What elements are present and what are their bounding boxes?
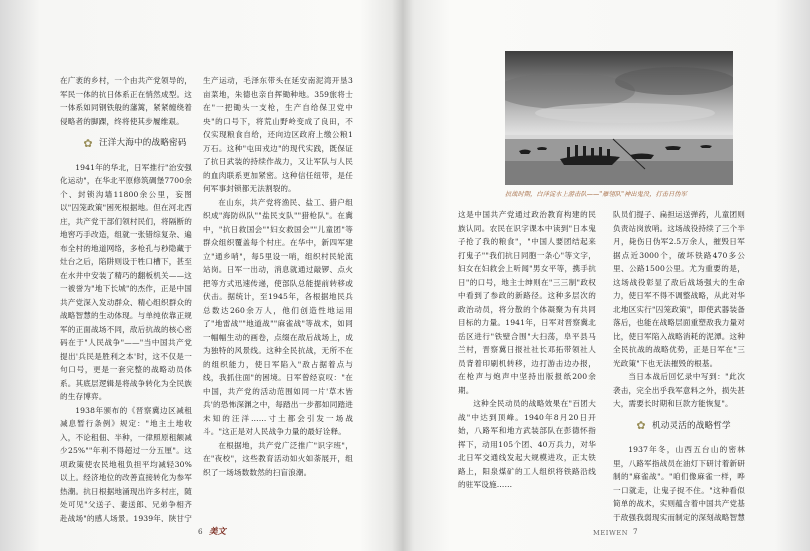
- right-column-2: [613, 208, 745, 522]
- left-column-1: [60, 74, 192, 522]
- flower-ornament-icon: ✿: [83, 136, 93, 150]
- body-paragraph: 队员们提子、扁担运送弹药，儿童团则负责站岗放哨。这场战役持续了三个半月，毙伤日伪军2.5万余人，摧毁日军据点近3000个，破坏铁路470多公里、公路1500公里。尤为重要的是，这场战役彰显了敌后战场强大的生命力，使日军不得不调整战略，从此对华北地区实行"囚笼政策"，即使武器装备落后，也能在战略层面重塑敌我力量对比，使日军陷入战略消耗的泥潭。这种全民抗战的战略优势，正是日军在"三光政策"下也无法摧毁的根基。: [613, 210, 745, 368]
- body-paragraph: 1941年的华北，日军推行"治安强化运动"，在华北平原修筑碉堡7700余个、封锁沟墙11800余公里，妄图以"囚笼政策"困死根据地。但在河北西庄，共产党干部们领村民们，将隔断的地窖巧手改造，组就一张错综复杂、遍布全村的地道网络，多枪孔与秒隐藏于灶台之后，陷阱则设于牲口槽下，甚至在水井中安装了精巧的翻板机关——这一被誉为"地下长城"的杰作，正是中国共产党深入发动群众、精心组织群众的战略智慧的生动体现。与单纯依靠正规军的正面战场不同，敌后抗战的核心密码在于"人民战争"——"当中国共产党提出'兵民是胜利之本'时，这不仅是一句口号，更是一套完整的战略动员体系。其底层逻辑是将战争转化为全民族的生存博弈。: [60, 162, 192, 401]
- photo-image: [505, 51, 733, 185]
- body-paragraph: 1938年颁布的《晋察冀边区减租减息暂行条例》规定："地主土地收入，不论租佃、半种，一律照原租额减少25%""年利不得超过一分五厘"。这项政策使农民地租负担平均减轻30%以上。经济地位的改善直接转化为参军热潮。抗日根据地涌现出许多村庄，随处可见"父送子、妻送郎、兄弟争相齐赴战场"的感人场景。1939年，陕甘宁: [60, 405, 192, 522]
- body-paragraph: 在根据地，共产党广泛推广"识字班"，在"夜校"，这些教育活动如火如荼展开，组织了一场场数数然的扫盲浪潮。: [203, 440, 353, 477]
- body-paragraph: 1937年冬，山西五台山的密林里，八路军指战员在油灯下研讨着新研制的"麻雀战"。"咱们像麻雀一样，哗一口就走，让鬼子捉不住。"这种看似简单的战术，实则蕴含着中国共产党基于敌强我弱现实而制定的深刻战略智慧: [613, 445, 745, 522]
- section-heading-text: 机动灵活的战略哲学: [652, 420, 731, 431]
- page-number-right: 7: [633, 527, 638, 536]
- body-paragraph: 这种全民动员的战略效果在"百团大战"中达到顶峰。1940年8月20日开始，八路军和地方武装部队在彭德怀指挥下，动用105个团、40万兵力，对华北日军交通线发起大规模进攻，正太铁路上，阳泉煤矿的工人组织将铁路沿线的驻军设施……: [458, 399, 596, 489]
- body-paragraph: 这是中国共产党通过政治教育构建的民族认同。农民在识字课本中读到"日本鬼子抢了我的粮食"，"中国人要团结起来打鬼子""我们抗日同胞一条心"等文字，妇女在妇救会上听闻"男女平等，携手抗日"的口号，地主士绅则在"三三制"政权中看到了参政的新路径。这种多层次的政治动员，将分散的个体凝聚为有共同目标的力量。1941年，日军对晋察冀北岳区进行"铁壁合围"大扫荡，阜平县马兰村，晋察冀日报社社长邓拓带领社人员背着印刷机转移，边打游击边办报，在枪声与炮声中坚持出版报纸200余期。: [458, 210, 596, 395]
- section-heading-text: 汪洋大海中的战略密码: [99, 138, 187, 148]
- intro-paragraph: 在广袤的乡村，一个由共产党领导的，军民一体的抗日体系正在悄然成型。这一体系如同钢铁般的藩篱，紧紧缠绕着侵略者的脚踝，终将使其步履维艰。: [60, 76, 192, 126]
- body-paragraph: 当日本战后回忆录中写到："此次袭击，完全出乎我军意料之外，损失甚大，需要长时期和巨款方能恢复"。: [613, 372, 745, 408]
- body-paragraph: 生产运动，毛泽东带头在延安南泥湾开垦3亩菜地，朱德也亲自挥锄种地。359旅将士在"一把锄头一支枪，生产自给保卫党中央"的口号下，将荒山野岭变成了良田，不仅实现粮食自给，还向边区政府上缴公粮1万石。这种"屯田戎边"的现代实践，既保证了抗日武装的持续作战力，又让军队与人民的血肉联系更加紧密。这种信任纽带，是任何军事封锁都无法割裂的。: [203, 76, 353, 193]
- page-number-left: 6: [198, 527, 203, 536]
- historical-photo: [505, 51, 733, 185]
- section-heading-left: [82, 137, 192, 151]
- body-paragraph: 在山东，共产党将渔民、盐工、猎户组织成"海防纵队""盐民支队""猎枪队"。在冀中，"抗日救国会""妇女救国会""儿童团"等群众组织覆盖每个村庄。在华中，新四军建立"通乡哨"，每5里设一哨，组织村民轮流站岗。日军一出动，消息就通过敲锣、点火把等方式迅速传递，使部队总能提前转移或伏击。据统计，至1945年，各根据地民兵总数达260余万人，他们创造性地运用了"地雷战""地道战""麻雀战"等战术，如同一幅幅生动的画卷，点缀在敌后战场上，成为独特的风景线。这种全民抗战，无所不在的组织能力，使日军陷入"敌占据着点与线，我抓住面"的困境。日军曾经哀叹："在中国，共产党的活动范围如同一片'草木皆兵'的恐怖深渊之中，每踏出一步都如同踏进未知的汪洋……寸土都会引发一场战斗。"这正是对人民战争力量的最好诠释。: [203, 197, 353, 436]
- right-column-1: [458, 208, 596, 492]
- section-heading-right: [635, 420, 745, 434]
- photo-caption: 抗战时期，白洋淀水上游击队——"雁翎队"神出鬼没，打击日伪军: [505, 191, 687, 198]
- flower-ornament-icon: ✿: [636, 419, 646, 433]
- magazine-name-en: MEIWEN: [593, 529, 629, 537]
- left-column-2: [203, 74, 353, 479]
- magazine-logo: 美文: [209, 527, 227, 537]
